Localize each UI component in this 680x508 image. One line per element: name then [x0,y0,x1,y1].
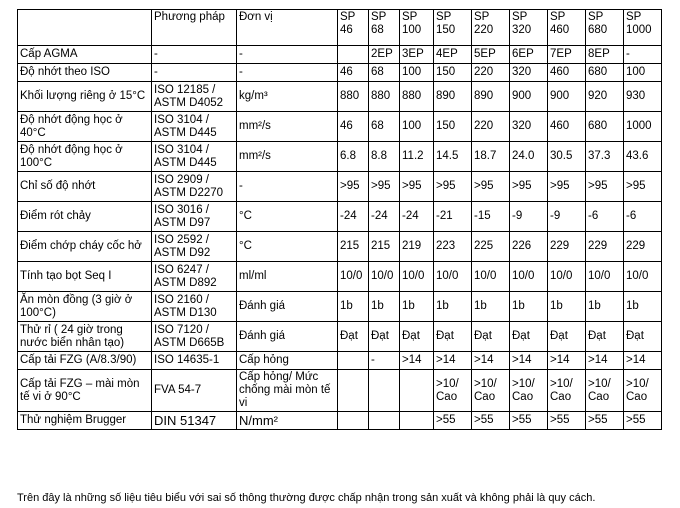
method-cell: ISO 3104 / ASTM D445 [152,142,237,172]
value-cell: -24 [369,202,400,232]
method-cell: - [152,46,237,64]
value-cell: >14 [434,352,472,370]
value-cell: 1b [434,292,472,322]
header-grade: SP 68 [369,10,400,46]
header-unit: Đơn vị [237,10,338,46]
property-cell: Chỉ số độ nhớt [18,172,152,202]
value-cell: Đạt [338,322,369,352]
value-cell: >14 [548,352,586,370]
value-cell: 5EP [472,46,510,64]
value-cell: >95 [548,172,586,202]
value-cell: 68 [369,64,400,82]
table-row [18,172,662,202]
unit-cell: °C [237,232,338,262]
header-property [18,10,152,46]
value-cell: Đạt [434,322,472,352]
value-cell: 1b [338,292,369,322]
value-cell: 43.6 [624,142,662,172]
value-cell: 4EP [434,46,472,64]
property-cell: Độ nhớt theo ISO [18,64,152,82]
value-cell: 11.2 [400,142,434,172]
property-cell: Cấp tải FZG (A/8.3/90) [18,352,152,370]
footnote: Trên đây là những số liệu tiêu biểu với sai số thông thường được chấp nhận trong sản xuất và không phải là quy cách. [17,492,596,504]
value-cell: 24.0 [510,142,548,172]
value-cell: 10/0 [434,262,472,292]
value-cell: 1b [586,292,624,322]
value-cell: 900 [548,82,586,112]
header-grade: SP 220 [472,10,510,46]
unit-cell: - [237,172,338,202]
unit-cell: N/mm² [237,412,338,430]
value-cell: 880 [369,82,400,112]
value-cell: 215 [369,232,400,262]
table-row [18,262,662,292]
value-cell: -24 [400,202,434,232]
value-cell [338,370,369,412]
value-cell: >95 [338,172,369,202]
method-cell: ISO 2592 / ASTM D92 [152,232,237,262]
value-cell: 460 [548,112,586,142]
value-cell [369,370,400,412]
property-cell: Ăn mòn đồng (3 giờ ở 100°C) [18,292,152,322]
value-cell: -6 [624,202,662,232]
value-cell: 8.8 [369,142,400,172]
value-cell: -21 [434,202,472,232]
value-cell: >14 [510,352,548,370]
value-cell [400,412,434,430]
value-cell: 215 [338,232,369,262]
previous-page-edge [17,0,657,9]
table-row [18,232,662,262]
value-cell: >14 [586,352,624,370]
header-grade: SP 320 [510,10,548,46]
table-row [18,370,662,412]
table-row [18,82,662,112]
value-cell: >14 [472,352,510,370]
header-grade: SP 46 [338,10,369,46]
value-cell: 1b [510,292,548,322]
value-cell: 10/0 [510,262,548,292]
table-row [18,352,662,370]
method-cell: FVA 54-7 [152,370,237,412]
value-cell: 880 [400,82,434,112]
value-cell: Đạt [510,322,548,352]
value-cell: >55 [434,412,472,430]
property-cell: Điểm rót chảy [18,202,152,232]
value-cell: 7EP [548,46,586,64]
header-method: Phương pháp [152,10,237,46]
value-cell: -15 [472,202,510,232]
value-cell [338,352,369,370]
value-cell: -9 [510,202,548,232]
value-cell [338,412,369,430]
value-cell: 680 [586,64,624,82]
value-cell: >10/ Cao [434,370,472,412]
table-row [18,46,662,64]
table-row [18,142,662,172]
value-cell: >55 [624,412,662,430]
value-cell: 680 [586,112,624,142]
value-cell: >95 [400,172,434,202]
value-cell: 229 [586,232,624,262]
unit-cell: mm²/s [237,142,338,172]
value-cell: >55 [472,412,510,430]
property-cell: Thử rỉ ( 24 giờ trong nước biển nhân tạo) [18,322,152,352]
method-cell: DIN 51347 [152,412,237,430]
value-cell: >55 [586,412,624,430]
value-cell: 229 [624,232,662,262]
value-cell: 3EP [400,46,434,64]
value-cell: 150 [434,64,472,82]
value-cell: 68 [369,112,400,142]
value-cell: 1b [472,292,510,322]
value-cell: 100 [400,64,434,82]
value-cell: 100 [400,112,434,142]
property-cell: Khối lượng riêng ở 15°C [18,82,152,112]
table-row [18,202,662,232]
value-cell: >10/ Cao [510,370,548,412]
property-cell: Điểm chớp cháy cốc hở [18,232,152,262]
value-cell: 223 [434,232,472,262]
table-row [18,112,662,142]
value-cell: >10/ Cao [624,370,662,412]
table-row [18,322,662,352]
value-cell: 46 [338,112,369,142]
method-cell: ISO 3016 / ASTM D97 [152,202,237,232]
value-cell: -6 [586,202,624,232]
unit-cell: kg/m³ [237,82,338,112]
value-cell: -24 [338,202,369,232]
value-cell: 14.5 [434,142,472,172]
property-cell: Độ nhớt động học ở 40°C [18,112,152,142]
value-cell: Đạt [369,322,400,352]
value-cell: 220 [472,112,510,142]
value-cell: 920 [586,82,624,112]
property-cell: Độ nhớt động học ở 100°C [18,142,152,172]
value-cell: Đạt [400,322,434,352]
property-cell: Cấp tải FZG – mài mòn tế vi ở 90°C [18,370,152,412]
value-cell: >10/ Cao [472,370,510,412]
value-cell: 46 [338,64,369,82]
value-cell: 460 [548,64,586,82]
value-cell: 1b [548,292,586,322]
unit-cell: °C [237,202,338,232]
value-cell: 2EP [369,46,400,64]
value-cell: >95 [586,172,624,202]
value-cell: >14 [400,352,434,370]
unit-cell: Đánh giá [237,322,338,352]
value-cell: 37.3 [586,142,624,172]
unit-cell: Đánh giá [237,292,338,322]
value-cell: Đạt [472,322,510,352]
value-cell: 229 [548,232,586,262]
unit-cell: mm²/s [237,112,338,142]
value-cell: 10/0 [586,262,624,292]
value-cell: >55 [548,412,586,430]
method-cell: - [152,64,237,82]
header-grade: SP 1000 [624,10,662,46]
specification-table [17,9,662,430]
table-row [18,292,662,322]
value-cell: >10/ Cao [548,370,586,412]
value-cell: 320 [510,112,548,142]
property-cell: Cấp AGMA [18,46,152,64]
unit-cell: ml/ml [237,262,338,292]
method-cell: ISO 14635-1 [152,352,237,370]
value-cell: 320 [510,64,548,82]
header-grade: SP 460 [548,10,586,46]
property-cell: Thử nghiệm Brugger [18,412,152,430]
value-cell: >95 [510,172,548,202]
method-cell: ISO 2160 / ASTM D130 [152,292,237,322]
header-grade: SP 680 [586,10,624,46]
value-cell: 890 [472,82,510,112]
value-cell: 225 [472,232,510,262]
value-cell: 1b [624,292,662,322]
value-cell: 6.8 [338,142,369,172]
unit-cell: Cấp hỏng/ Mức chống mài mòn tế vi [237,370,338,412]
value-cell: 30.5 [548,142,586,172]
value-cell: 10/0 [548,262,586,292]
value-cell: >14 [624,352,662,370]
unit-cell: Cấp hỏng [237,352,338,370]
value-cell: 220 [472,64,510,82]
value-cell: 10/0 [338,262,369,292]
method-cell: ISO 12185 / ASTM D4052 [152,82,237,112]
value-cell: 150 [434,112,472,142]
value-cell: 930 [624,82,662,112]
value-cell: 10/0 [624,262,662,292]
method-cell: ISO 6247 / ASTM D892 [152,262,237,292]
value-cell: 6EP [510,46,548,64]
value-cell: 8EP [586,46,624,64]
value-cell: 1000 [624,112,662,142]
value-cell: 1b [400,292,434,322]
table-header-row [18,10,662,46]
value-cell: Đạt [624,322,662,352]
value-cell: 10/0 [369,262,400,292]
method-cell: ISO 7120 / ASTM D665B [152,322,237,352]
value-cell: >95 [624,172,662,202]
value-cell: 1b [369,292,400,322]
value-cell: 890 [434,82,472,112]
value-cell: 18.7 [472,142,510,172]
method-cell: ISO 2909 / ASTM D2270 [152,172,237,202]
table-row [18,64,662,82]
value-cell: 880 [338,82,369,112]
value-cell: - [624,46,662,64]
value-cell: >55 [510,412,548,430]
value-cell: 226 [510,232,548,262]
method-cell: ISO 3104 / ASTM D445 [152,112,237,142]
value-cell: 10/0 [400,262,434,292]
value-cell: >10/ Cao [586,370,624,412]
value-cell: >95 [369,172,400,202]
value-cell [369,412,400,430]
value-cell: 900 [510,82,548,112]
header-grade: SP 150 [434,10,472,46]
value-cell: 219 [400,232,434,262]
unit-cell: - [237,64,338,82]
value-cell: 10/0 [472,262,510,292]
value-cell: >95 [472,172,510,202]
value-cell: 100 [624,64,662,82]
table-row [18,412,662,430]
value-cell: -9 [548,202,586,232]
header-grade: SP 100 [400,10,434,46]
value-cell: >95 [434,172,472,202]
property-cell: Tính tạo bọt Seq I [18,262,152,292]
value-cell: - [369,352,400,370]
value-cell: Đạt [586,322,624,352]
unit-cell: - [237,46,338,64]
value-cell [338,46,369,64]
value-cell: Đạt [548,322,586,352]
value-cell [400,370,434,412]
